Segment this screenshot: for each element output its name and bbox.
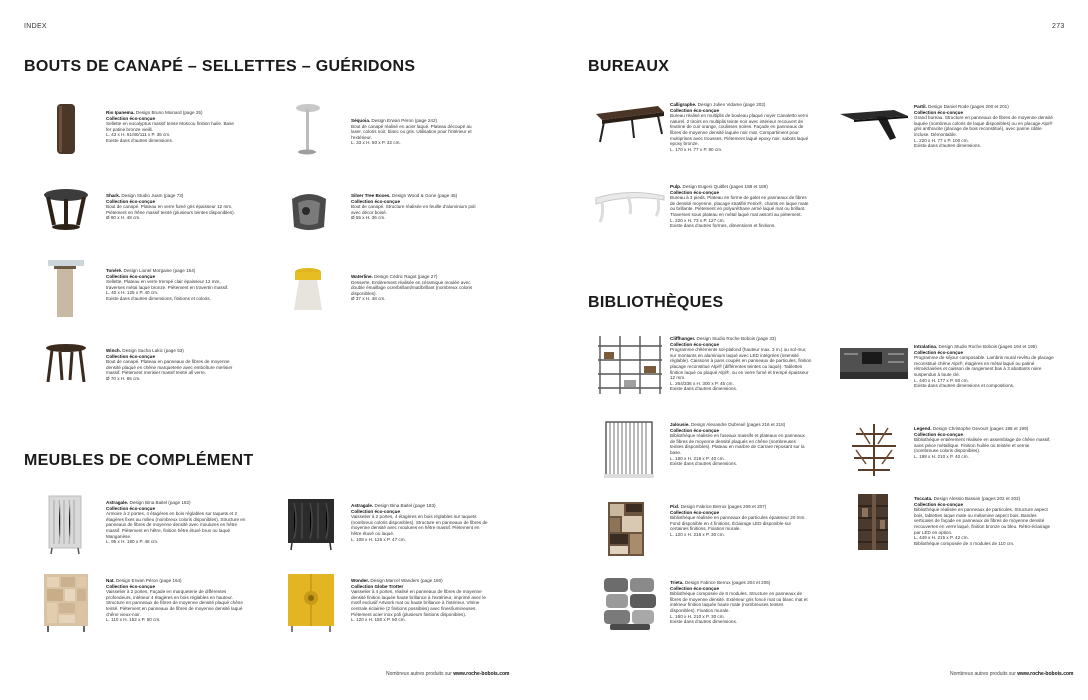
product-description: Programme d'éléments sol-plafond (hauteur max. 3 m.) ou sol-mur, sur montants en aluminium laqué avec LED intégrées (intensité réglable). Caissons à pans coupés en panneaux de particules, finition placage reconstitué Alpi® (différentes teintes ou laqué). Tablettes finition laqué ou plaqué Alpi®, ou en verre fumé et trempé épaisseur 12 mm. (670, 347, 812, 381)
index-label: INDEX (24, 23, 47, 30)
product-name: Winch. (106, 348, 122, 353)
product-collection: Collection Globe Trotter (351, 583, 404, 589)
product-dimensions: L. 110 x H. 152 x P. 50 cm. (106, 617, 161, 623)
toccata-image (836, 490, 912, 554)
product-name: Rio Ipanema. (106, 110, 135, 115)
legend-image (836, 420, 912, 480)
product-dimensions: L. 198 x H. 210 x P. 40 cm. (914, 453, 969, 459)
section-title-bureaux: BUREAUX (588, 58, 670, 75)
product-description: Bibliothèque réalisée en panneaux de particules épaisseur 20 mm. Fond disponible en 4 finitions. Éclairage LED disponible sur certaines finitions. Fixation murale. (670, 515, 806, 532)
product-name: Nat. (106, 578, 115, 583)
product-name: Astragale. (351, 503, 374, 508)
section-title-bouts: BOUTS DE CANAPÉ – SELLETTES – GUÉRIDONS (24, 58, 416, 75)
product-dimensions: L. 108 x H. 125 x P. 47 cm. (351, 536, 406, 542)
product-description: Vaisselier à 2 portes, 4 étagères en bois réglables sur taquets (nombreux coloris disponibles). Structure en panneaux de fibres de moyenne densité avec moulures en hêtre massif. Piètement en hêtre étuvé ou laqué. (351, 514, 488, 536)
product-dimensions: L. 33 x H. 50 x P. 32 cm. (351, 140, 401, 146)
product-designer: Design Erwan Péron (page 242) (370, 118, 438, 123)
product-description: Grand bureau. Structure en panneaux de fibres de moyenne densité laquée (nombreux coloris de laque disponibles) ou en placage Alpi® gris anthracite (placage de bois reconstitué), avec panne câble incluse. Démontable. (914, 115, 1053, 137)
rio-ipanema-image (40, 100, 90, 160)
product-extra: Existe dans d'autres dimensions, finitions et coloris. (106, 295, 211, 301)
product-name: Shark. (106, 193, 121, 198)
product-description: Sellette. Plateau en verre trempé clair épaisseur 12 mm, traverses métal laqué bronze. Piètement en travertin massif. (106, 279, 229, 290)
product-name: Pulp. (670, 184, 682, 189)
product-collection: Collection éco-conçue (106, 115, 156, 121)
product-collection: Collection éco-conçue (914, 501, 964, 507)
calligraphe-image (592, 98, 668, 148)
product-description: Bureau à 3 pieds. Plateau en forme de galet en panneaux de fibres de densité moyenne, placage stratifié Fenix®, chants en laque mate ou brillante. Piètement en polyuréthane armé laqué mat ou brillant. Traverses sous plateau en métal laqué mat assorti au piètement. (670, 195, 809, 217)
product-name: Wonder. (351, 578, 370, 583)
product-name: Partil. (914, 104, 927, 109)
product-name: Cliffhanger. (670, 336, 696, 341)
product-description: Vaisselier à 4 portes, réalisé en panneaux de fibres de moyenne densité finition laquée haute brillance à l'extérieur, imprimé avec le motif exclusif Artwork mat ou haute brillance à l'intérieur. Vitrine centrale éclairée (2 finitions possibles) avec fines/lumineuses. Piètement acier inox poli (plusieurs finitions disponibles). (351, 589, 486, 617)
astragale-vaisselier-image (284, 495, 338, 555)
product-dimensions: L. 264/336 x H. 300 x P. 45 cm. (670, 380, 734, 386)
product-name: Waterline. (351, 274, 373, 279)
product-designer: Design Daniel Rode (pages 200 et 201) (926, 104, 1009, 109)
product-designer: Design Fabrice Berrux (pages 204 et 205) (683, 580, 771, 585)
product-description: Bibliothèque réalisée en fuseaux massifs et plateaux en panneaux de fibres de moyenne densité plaqués en chêne (nombreuses teintes disponibles). Plateau en marbre de Carrare reposant sur la base. (670, 433, 805, 455)
tonere-image (40, 258, 94, 320)
cliffhanger-image (592, 332, 668, 396)
product-designer: Design Wood & Gone (page 45) (390, 193, 458, 198)
product-name: Séquoia. (351, 118, 371, 123)
product-dimensions: L. 40 x H. 125 x P. 40 cm. (106, 290, 159, 296)
product-collection: Collection éco-conçue (670, 427, 720, 433)
product-designer: Design Studio Roche Bobois (page 33) (695, 336, 776, 341)
product-designer: Design Alexandre Dubreuil (pages 216 et 218) (689, 422, 786, 427)
product-description: Bibliothèque entièrement réalisée en assemblage de chêne massif, sans pièce métallique. Finition huilée ou teintée et vernie (nombreuse coloris disponibles). (914, 437, 1051, 454)
nat-image (40, 570, 96, 634)
footer-left (386, 671, 509, 677)
product-designer: Design Bina Baitel (page 183) (373, 503, 436, 508)
product-description: Desserte. Entièrement réalisée en céramique moulée avec double émaillage ocre/brillant/mat/brillant (nombreux coloris disponibles). (351, 279, 473, 296)
product-description: Vaisselier à 2 portes. Façade en marqueterie de différentes profondeurs, intérieur 4 étagères en bois réglables en hauteur. Structure en panneaux de fibres de moyenne densité plaqué chêne teinté. Piètement en panneaux de fibres de moyenne densité laqué chêne vieux-noir. (106, 589, 243, 617)
product-collection: Collection éco-conçue (106, 198, 156, 204)
product-description: Bout de canapé. Plateau en panneaux de fibres de moyenne densité plaqué en chêne marqueterie avec emboîture merisier massif. Piètement merisier massif teinté all verre. (106, 359, 233, 376)
astragale-armoire-image (40, 492, 94, 556)
intralatina-image (836, 342, 912, 386)
silver-tree-boxes-image (284, 185, 334, 235)
product-collection: Collection éco-conçue (670, 509, 720, 515)
product-designer: Design Christophe Gevourt (pages 198 et 199) (931, 426, 1029, 431)
product-dimensions: Ø 55 x H. 36 cm. (351, 215, 386, 221)
product-dimensions: L. 120 x H. 150 x P. 50 cm. (351, 617, 406, 623)
trieta-image (592, 574, 668, 634)
product-description: Programme de séjour composable. Lambris mural revêtu de placage reconstitué chêne Alpi®, étagères en métal laqué ou patiné rétroéclairées et caisson de rangement bas à 3 abattants noire suspendus à toute clé. (914, 355, 1054, 377)
winch-image (40, 340, 94, 390)
product-designer: Design Studio Roche Bobois (pages 194 et 195) (937, 344, 1037, 349)
pulp-image (592, 182, 668, 228)
product-description: Bibliothèque composée de 8 modules. Structure en panneaux de fibres de moyenne densité. Extérieur gris foncé mat ou blanc mat et intérieur finition laquée haute mate (nombreuses teintes disponibles). Fixation murale. (670, 591, 808, 613)
product-designer: Design Studio Juam (page 73) (120, 193, 184, 198)
product-extra: Bibliothèque composée de 4 modules de 110 cm. (914, 540, 1015, 546)
product-extra: Existe dans d'autres dimensions. (670, 461, 738, 467)
product-dimensions: L. 170 x H. 77 x P. 90 cm. (670, 146, 723, 152)
product-collection: Collection éco-conçue (914, 109, 964, 115)
product-description: Bout de canapé réalisé en acier laqué. Plateau découpé au laser, coloris noir, blanc ou gris. Utilisation pour l'intérieur et l'extérieur. (351, 123, 472, 140)
footer-right-link[interactable]: www.roche-bobois.com (1017, 671, 1074, 677)
product-name: Tonéré. (106, 268, 123, 273)
product-name: Silver Tree Boxes. (351, 193, 391, 198)
product-dimensions: L. 449 x H. 215 x P. 42 cm. (914, 535, 969, 541)
product-name: Legend. (914, 426, 932, 431)
waterline-image (284, 264, 334, 314)
product-name: Toccata. (914, 496, 933, 501)
product-dimensions: L. 160 x H. 210 x P. 30 cm. (670, 613, 725, 619)
footer-left-link[interactable]: www.roche-bobois.com (453, 671, 510, 677)
shark-image (40, 185, 94, 235)
product-dimensions: Ø 37 x H. 48 cm. (351, 296, 386, 302)
product-dimensions: L. 43 x H. 61/80/111 x P. 35 cm. (106, 132, 171, 138)
product-extra: Existe dans d'autres formes, dimensions et finitions. (670, 223, 776, 229)
product-collection: Collection éco-conçue (670, 341, 720, 347)
product-designer: Design Cédric Ragot (page 27) (372, 274, 438, 279)
product-collection: Collection éco-conçue (351, 198, 401, 204)
product-description: Sellette en eucalyptus massif teinte Moscou finition huile. Base fer patine bronze vieilli. (106, 121, 234, 132)
product-name: Calligraphe. (670, 102, 697, 107)
product-collection: Collection éco-conçue (914, 431, 964, 437)
product-name: Intralatina. (914, 344, 938, 349)
product-collection: Collection éco-conçue (106, 583, 156, 589)
product-dimensions: Ø 60 x H. 48 cm. (106, 215, 141, 221)
wonder-image (284, 570, 340, 634)
pixl-image (592, 498, 668, 562)
product-collection: Collection éco-conçue (914, 349, 964, 355)
partil-image (836, 100, 912, 144)
product-collection: Collection éco-conçue (670, 107, 720, 113)
jalousie-image (592, 418, 668, 482)
section-title-bibliotheques: BIBLIOTHÈQUES (588, 294, 724, 311)
product-description: Armoire à 2 portes, 4 étagères en bois réglables sur taquets et 2 étagères fixes au milieu (nombreux coloris disponibles). Structure en panneaux de fibres de moyenne densité avec moulures en hêtre massif. Piètement en hêtre, finition hêtre étuvé brun ou laqué Manganèse. (106, 511, 246, 539)
product-name: Pixl. (670, 504, 680, 509)
product-name: Astragale. (106, 500, 129, 505)
product-name: Jalousie. (670, 422, 690, 427)
product-dimensions: Ø 70 x H. 65 cm. (106, 375, 141, 381)
footer-left-text: Nombreux autres produits sur (386, 671, 454, 677)
product-designer: Design Sacha Lakic (page 53) (121, 348, 184, 353)
product-designer: Design Lionel Morgaine (page 154) (122, 268, 196, 273)
product-description: Bout de canapé. Plateau en verre fumé gris épaisseur 12 mm. Piètement en frêne massif teinté (plusieurs teintes disponibles). (106, 204, 235, 215)
product-designer: Design Eugeni Quitllet (pages 188 et 189) (681, 184, 768, 189)
sequoia-image (284, 100, 334, 160)
product-extra: Existe dans d'autres dimensions. (106, 137, 174, 143)
product-extra: Existe dans d'autres dimensions. (670, 619, 738, 625)
product-collection: Collection éco-conçue (106, 273, 156, 279)
product-dimensions: L. 95 x H. 180 x P. 48 cm. (106, 539, 159, 545)
product-designer: Design Bruno Moinard (page 25) (134, 110, 203, 115)
product-dimensions: L. 220 x H. 77 x P. 100 cm. (914, 137, 969, 143)
product-description: Bibliothèque réalisée en panneaux de particules. Structure aspect bois, tablettes laque mate ou mélamine aspect bois. Bandes verticales de façade en panneaux de fibres de moyenne densité recouvertes en verre laqué, finition bronze ou bleu. Rétro-éclairage par LED en option. (914, 507, 1051, 535)
product-dimensions: L. 440 x H. 177 x P. 50 cm. (914, 377, 969, 383)
footer-right-text: Nombreux autres produits sur (950, 671, 1018, 677)
product-dimensions: L. 160 x H. 218 x P. 40 cm. (670, 455, 725, 461)
product-extra: Existe dans d'autres dimensions. (914, 143, 982, 149)
product-collection: Collection éco-conçue (670, 189, 720, 195)
product-collection: Collection éco-conçue (670, 585, 720, 591)
section-title-meubles: MEUBLES DE COMPLÉMENT (24, 452, 254, 469)
footer-right (950, 671, 1073, 677)
product-extra: Existe dans d'autres dimensions et compositions. (914, 383, 1015, 389)
product-dimensions: L. 220 x H. 73 x P. 127 cm. (670, 217, 725, 223)
product-designer: Design Erwan Péron (page 164) (114, 578, 182, 583)
product-designer: Design Alessio Bassan (pages 202 et 203) (932, 496, 1021, 501)
product-dimensions: L. 120 x H. 218 x P. 30 cm. (670, 531, 725, 537)
product-designer: Design Julien Vidame (page 202) (696, 102, 766, 107)
product-name: Trieta. (670, 580, 684, 585)
product-collection: Collection éco-conçue (106, 505, 156, 511)
product-designer: Design Fabrice Berrux (pages 206 et 207) (679, 504, 767, 509)
product-collection: Collection éco-conçue (106, 353, 156, 359)
product-description: Bureau réalisé en multiplis de bouleau plaqué noyer Canaletto verni naturel. 2 tiroirs en multiplis teinte noir avec intérieur recouvert de feutrine de cuir orange, coulisses noires. Façade en panneaux de fibres de moyenne densité laquée noir mat. Compartiment pour multiprises avec trousses. Piètement laqué epoxy noir, sabots laqué epoxy bronze. (670, 113, 809, 147)
product-designer: Design Bina Baitel (page 182) (128, 500, 191, 505)
page-number: 273 (1052, 23, 1065, 30)
product-collection: Collection éco-conçue (351, 508, 401, 514)
product-description: Bout de canapé. Structure réalisée en feuille d'aluminium poli avec décor boisé. (351, 204, 476, 215)
product-designer: Design Marcel Wanders (page 180) (369, 578, 443, 583)
product-extra: Existe dans d'autres dimensions. (670, 386, 738, 392)
